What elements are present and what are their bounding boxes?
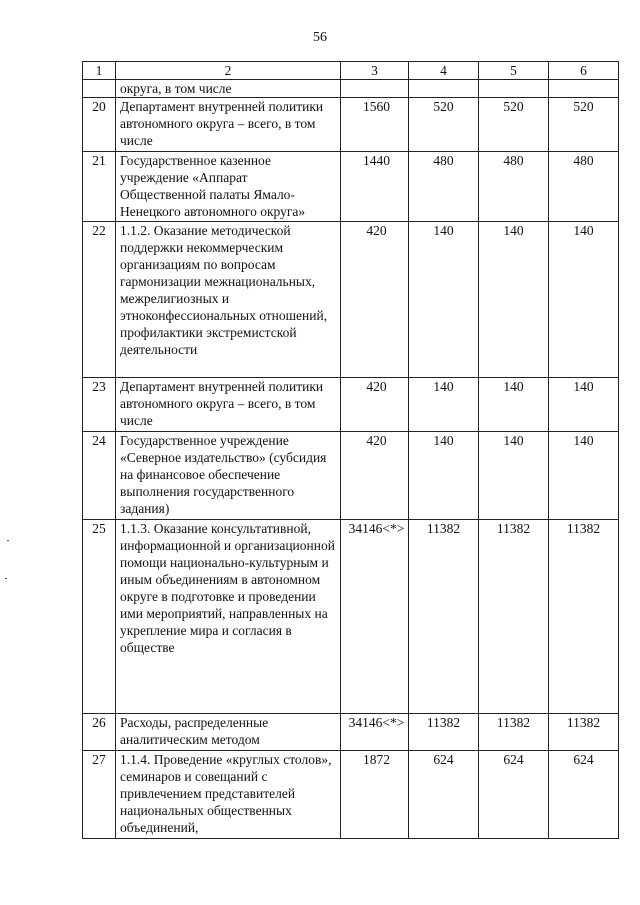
value-cell-col3: 420	[341, 378, 409, 432]
column-header-3: 3	[341, 62, 409, 80]
value-cell-col6: 11382	[549, 520, 619, 714]
value-cell-col3: 1560	[341, 98, 409, 152]
value-cell	[409, 80, 479, 98]
row-number-cell: 26	[83, 714, 116, 751]
value-cell-col3: 420	[341, 222, 409, 378]
value-cell-col6: 140	[549, 378, 619, 432]
value-cell-col4: 480	[409, 152, 479, 222]
table-row	[83, 222, 619, 378]
table-header-row	[83, 62, 619, 80]
row-name-cell: Государственное казенное учреждение «Аппарат Общественной палаты Ямало-Ненецкого автономного округа»	[116, 152, 341, 222]
table-row	[83, 152, 619, 222]
value-cell-col6: 140	[549, 432, 619, 520]
value-cell-col6: 520	[549, 98, 619, 152]
value-cell	[549, 80, 619, 98]
table-row	[83, 714, 619, 751]
value-cell	[341, 80, 409, 98]
table-row	[83, 520, 619, 714]
value-cell-col4: 140	[409, 432, 479, 520]
value-cell-col4: 11382	[409, 714, 479, 751]
table-row	[83, 378, 619, 432]
row-number-cell: 22	[83, 222, 116, 378]
value-cell-col4: 520	[409, 98, 479, 152]
table-row	[83, 432, 619, 520]
row-number-cell: 27	[83, 751, 116, 839]
page-number: 56	[313, 30, 327, 45]
value-cell-col6: 480	[549, 152, 619, 222]
row-number-cell: 24	[83, 432, 116, 520]
row-name-cell: Расходы, распределенные аналитическим методом	[116, 714, 341, 751]
row-name-cell: Департамент внутренней политики автономного округа – всего, в том числе	[116, 98, 341, 152]
value-cell-col3: 1872	[341, 751, 409, 839]
column-header-4: 4	[409, 62, 479, 80]
value-cell-col4: 140	[409, 378, 479, 432]
value-cell-col5: 11382	[479, 520, 549, 714]
row-number-cell: 23	[83, 378, 116, 432]
row-name-cell: Государственное учреждение «Северное издательство» (субсидия на финансовое обеспечение выполнения государственного задания)	[116, 432, 341, 520]
value-cell-col4: 11382	[409, 520, 479, 714]
value-cell-col4: 624	[409, 751, 479, 839]
value-cell-col6: 11382	[549, 714, 619, 751]
column-header-2: 2	[116, 62, 341, 80]
row-name-cell: Департамент внутренней политики автономного округа – всего, в том числе	[116, 378, 341, 432]
table-row	[83, 98, 619, 152]
value-cell-col6: 624	[549, 751, 619, 839]
value-cell-col5: 140	[479, 378, 549, 432]
row-name-cell: 1.1.4. Проведение «круглых столов», семинаров и совещаний с привлечением представителей национальных общественных объединений,	[116, 751, 341, 839]
value-cell-col5: 624	[479, 751, 549, 839]
value-cell-col3: 34146<*>	[341, 714, 409, 751]
value-cell-col6: 140	[549, 222, 619, 378]
value-cell-col5: 11382	[479, 714, 549, 751]
row-name-cell: 1.1.2. Оказание методической поддержки некоммерческим организациям по вопросам гармонизации межнациональных, межрелигиозных и этноконфессиональных отношений, профилактики экстремистской деятельности	[116, 222, 341, 378]
row-number-cell: 21	[83, 152, 116, 222]
value-cell-col5: 140	[479, 222, 549, 378]
scan-speck	[7, 540, 9, 541]
row-number-cell: 20	[83, 98, 116, 152]
column-header-1: 1	[83, 62, 116, 80]
value-cell-col5: 480	[479, 152, 549, 222]
row-number-cell	[83, 80, 116, 98]
value-cell-col5: 520	[479, 98, 549, 152]
budget-table	[82, 61, 619, 839]
value-cell-col4: 140	[409, 222, 479, 378]
value-cell-col3: 1440	[341, 152, 409, 222]
value-cell-col3: 34146<*>	[341, 520, 409, 714]
row-name-cell: 1.1.3. Оказание консультативной, информационной и организационной помощи национально-культурным и иным объединениям в автономном округе в подготовке и проведении ими мероприятий, направленных на укрепление мира и согласия в обществе	[116, 520, 341, 714]
column-header-6: 6	[549, 62, 619, 80]
value-cell	[479, 80, 549, 98]
table-row-continuation	[83, 80, 619, 98]
value-cell-col3: 420	[341, 432, 409, 520]
scan-speck	[5, 578, 7, 579]
row-name-cell: округа, в том числе	[116, 80, 341, 98]
row-number-cell: 25	[83, 520, 116, 714]
value-cell-col5: 140	[479, 432, 549, 520]
table-row	[83, 751, 619, 839]
column-header-5: 5	[479, 62, 549, 80]
